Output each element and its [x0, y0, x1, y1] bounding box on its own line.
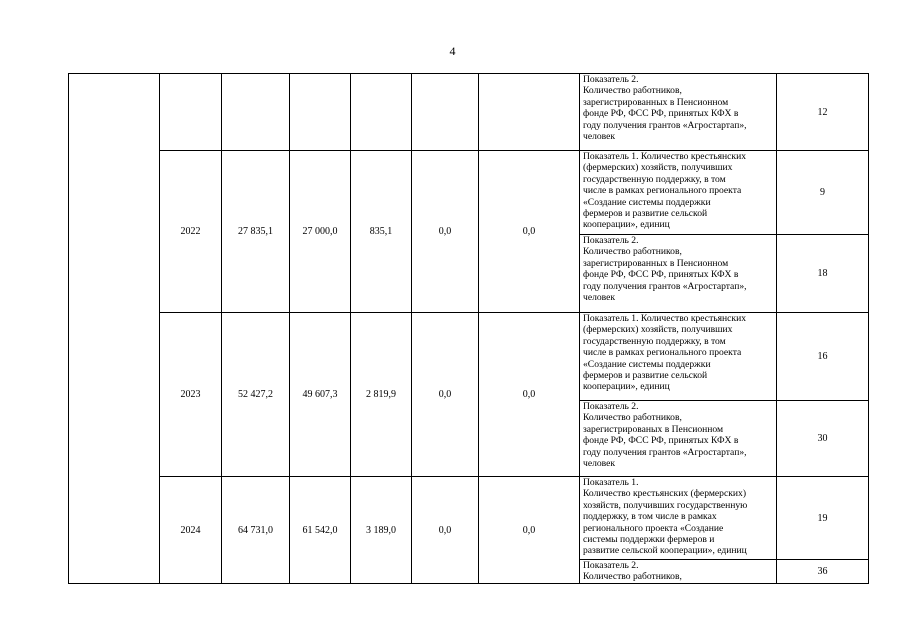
indicator-line: Показатель 1. Количество крестьянских [583, 313, 747, 324]
total-amount-cell: 52 427,2 [222, 313, 290, 477]
indicator-value-cell: 19 [777, 477, 869, 560]
indicator-line: Показатель 1. [583, 477, 639, 488]
table-row [69, 74, 869, 151]
indicator-line: фермеров и развитие сельской [583, 370, 708, 382]
indicator-line: (фермерских) хозяйств, получивших [583, 162, 733, 174]
indicator-text-cell [580, 560, 777, 584]
indicator-line: Показатель 2. [583, 235, 639, 246]
indicator-line: человек [583, 131, 616, 143]
indicator-line: хозяйств, получивших государственную [583, 499, 748, 511]
federal-budget-cell: 27 000,0 [290, 151, 351, 313]
other-sources-cell: 0,0 [479, 151, 580, 313]
other-sources-cell [479, 74, 580, 151]
indicator-line: зарегистрированных в Пенсионном [583, 96, 729, 108]
indicator-text-cell [580, 313, 777, 401]
indicator-line: Количество работников, [583, 412, 682, 424]
local-budget-cell: 0,0 [412, 313, 479, 477]
regional-budget-cell: 3 189,0 [351, 477, 412, 584]
total-amount-cell: 64 731,0 [222, 477, 290, 584]
indicator-line: Количество работников, [583, 246, 682, 258]
total-amount-cell: 27 835,1 [222, 151, 290, 313]
year-cell: 2023 [160, 313, 222, 477]
indicator-line: кооперации», единиц [583, 219, 670, 231]
indicator-value-cell: 12 [777, 74, 869, 151]
indicator-line: Показатель 2. [583, 74, 639, 85]
indicator-value-cell: 30 [777, 401, 869, 477]
federal-budget-cell [290, 74, 351, 151]
indicator-line: государственную поддержку, в том [583, 335, 726, 347]
indicator-line: Количество работников, [583, 571, 682, 583]
other-sources-cell: 0,0 [479, 477, 580, 584]
indicator-line: фонде РФ, ФСС РФ, принятых КФХ в [583, 269, 739, 281]
indicator-line: Количество крестьянских (фермерских) [583, 488, 747, 500]
indicator-line: Количество работников, [583, 85, 682, 97]
indicator-line: году получения грантов «Агростартап», [583, 446, 747, 458]
table-row [69, 477, 869, 560]
indicator-line: системы поддержки фермеров и [583, 534, 715, 546]
indicator-line: году получения грантов «Агростартап», [583, 119, 747, 131]
indicator-value-cell: 18 [777, 235, 869, 313]
indicator-value-cell: 9 [777, 151, 869, 235]
indicator-line: развитие сельской кооперации», единиц [583, 545, 747, 557]
total-amount-cell [222, 74, 290, 151]
indicator-line: государственную поддержку, в том [583, 173, 726, 185]
local-budget-cell: 0,0 [412, 151, 479, 313]
year-cell: 2022 [160, 151, 222, 313]
indicator-line: Показатель 2. [583, 401, 639, 412]
regional-budget-cell [351, 74, 412, 151]
program-name-cell [69, 74, 160, 584]
table-row [69, 151, 869, 235]
indicator-line: числе в рамках регионального проекта [583, 185, 742, 197]
indicator-line: «Создание системы поддержки [583, 358, 711, 370]
indicator-value-cell: 16 [777, 313, 869, 401]
indicator-text-cell [580, 235, 777, 313]
indicator-line: человек [583, 292, 616, 304]
indicator-line: фонде РФ, ФСС РФ, принятых КФХ в [583, 108, 739, 120]
local-budget-cell [412, 74, 479, 151]
table-row [69, 313, 869, 401]
regional-budget-cell: 2 819,9 [351, 313, 412, 477]
indicator-line: (фермерских) хозяйств, получивших [583, 324, 733, 336]
indicator-text-cell [580, 477, 777, 560]
indicator-line: зарегистрированых в Пенсионном [583, 423, 724, 435]
indicator-line: фонде РФ, ФСС РФ, принятых КФХ в [583, 435, 739, 447]
indicator-text-cell [580, 151, 777, 235]
indicator-line: кооперации», единиц [583, 381, 670, 393]
indicator-line: Показатель 1. Количество крестьянских [583, 151, 747, 162]
indicator-line: числе в рамках регионального проекта [583, 347, 742, 359]
indicator-text-cell [580, 401, 777, 477]
program-financing-table [68, 73, 869, 584]
other-sources-cell: 0,0 [479, 313, 580, 477]
indicator-value-cell: 36 [777, 560, 869, 584]
indicator-line: регионального проекта «Создание [583, 522, 724, 534]
year-cell: 2024 [160, 477, 222, 584]
federal-budget-cell: 49 607,3 [290, 313, 351, 477]
indicator-text-cell [580, 74, 777, 151]
local-budget-cell: 0,0 [412, 477, 479, 584]
indicator-line: зарегистрированных в Пенсионном [583, 257, 729, 269]
indicator-line: поддержку, в том числе в рамках [583, 511, 717, 523]
indicator-line: году получения грантов «Агростартап», [583, 280, 747, 292]
page-number: 4 [449, 44, 456, 58]
regional-budget-cell: 835,1 [351, 151, 412, 313]
year-cell [160, 74, 222, 151]
indicator-line: фермеров и развитие сельской [583, 208, 708, 220]
indicator-line: человек [583, 458, 616, 470]
indicator-line: «Создание системы поддержки [583, 196, 711, 208]
indicator-line: Показатель 2. [583, 560, 639, 571]
federal-budget-cell: 61 542,0 [290, 477, 351, 584]
